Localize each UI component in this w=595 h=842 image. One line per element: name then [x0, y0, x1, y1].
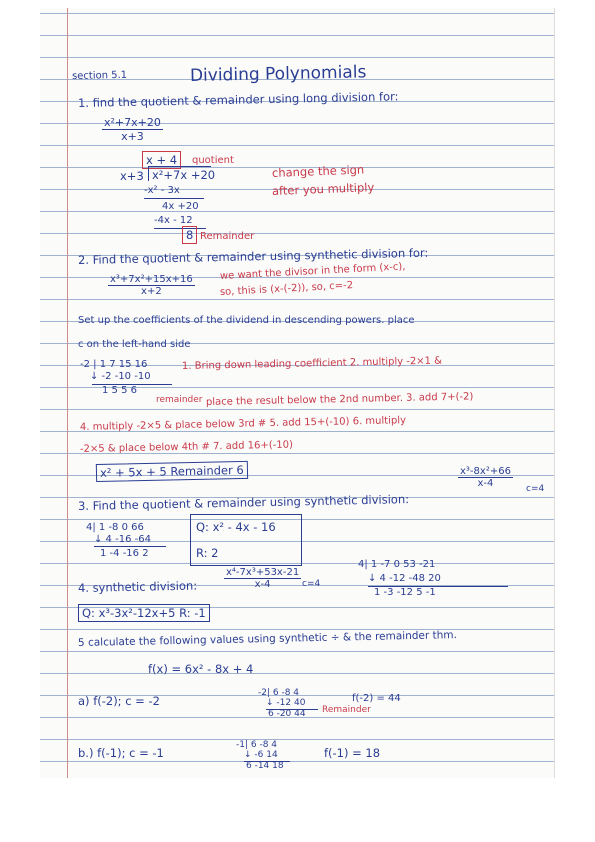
- problem-3-synthetic-row-1: 4| 1 -8 0 66: [86, 522, 144, 533]
- steps-line-1: 1. Bring down leading coefficient 2. multiply -2×1 &: [181, 355, 443, 372]
- problem-2-synthetic-row-1: -2 | 1 7 15 16: [80, 359, 148, 370]
- problem-5-instructions: 5 calculate the following values using synthetic ÷ & the remainder thm.: [77, 629, 458, 649]
- problem-2-answer: x² + 5x + 5 Remainder 6: [96, 465, 248, 480]
- problem-3-instructions: 3. Find the quotient & remainder using synthetic division:: [77, 492, 410, 513]
- problem-4-numerator: x⁴-7x³+53x-21: [226, 567, 300, 578]
- problem-3-c-value: c=4: [526, 484, 545, 494]
- remainder-note: Remainder: [200, 231, 255, 242]
- synthetic-line-3: [94, 546, 166, 547]
- problem-5-function: f(x) = 6x² - 8x + 4: [148, 662, 254, 676]
- part-a-label: a) f(-2); c = -2: [78, 694, 160, 708]
- problem-2-synthetic-row-2: ↓ -2 -10 -10: [90, 371, 151, 382]
- part-b-synthetic-row-2: ↓ -6 14: [244, 750, 278, 760]
- problem-3-denominator: x-4: [477, 478, 494, 489]
- setup-instructions-2: c on the left-hand side: [78, 339, 191, 350]
- problem-3-quotient: Q: x² - 4x - 16: [196, 520, 276, 534]
- problem-1-divisor: x+3: [120, 169, 144, 183]
- part-a-synthetic-row-2: ↓ -12 40: [266, 698, 306, 708]
- steps-line-2: place the result below the 2nd number. 3. add 7+(-2): [205, 391, 474, 408]
- problem-4-synthetic-row-2: ↓ 4 -12 -48 20: [368, 573, 441, 584]
- sign-note-line-2: after you multiply: [271, 180, 375, 198]
- page-edge: [554, 8, 555, 778]
- problem-1-denominator: x+3: [121, 130, 144, 143]
- page-title: Dividing Polynomials: [189, 62, 367, 86]
- problem-4-synthetic-row-3: 1 -3 -12 5 -1: [374, 587, 436, 598]
- long-division-step-2: 4x +20: [162, 201, 199, 212]
- problem-4-label: 4. synthetic division:: [77, 578, 198, 595]
- problem-2-denominator: x+2: [141, 286, 162, 297]
- section-label: section 5.1: [71, 69, 128, 82]
- remainder-tag: remainder: [156, 395, 203, 405]
- long-division-step-3: -4x - 12: [154, 215, 193, 226]
- part-b-synthetic-row-3: 6 -14 18: [246, 761, 284, 771]
- problem-4-fraction: [224, 567, 301, 590]
- part-a-remainder-note: Remainder: [322, 705, 371, 715]
- subtraction-line-2: [154, 228, 206, 229]
- problem-1-quotient: x + 4: [142, 155, 181, 167]
- problem-1-remainder: 8: [182, 230, 197, 242]
- problem-1-dividend: x²+7x +20: [152, 168, 216, 182]
- sign-note-line-1: change the sign: [271, 162, 365, 180]
- long-division-step-1: -x² - 3x: [144, 185, 180, 196]
- problem-1-instructions: 1. find the quotient & remainder using long division for:: [77, 89, 399, 110]
- steps-line-3: 4. multiply -2×5 & place below 3rd # 5. add 15+(-10) 6. multiply: [79, 415, 407, 433]
- divisor-form-note-1: we want the divisor in the form (x-c),: [219, 261, 406, 282]
- part-a-synthetic-row-1: -2| 6 -8 4: [258, 688, 300, 698]
- divisor-form-note-2: so, this is (x-(-2)), so, c=-2: [219, 280, 354, 298]
- problem-2-fraction: [108, 274, 195, 297]
- problem-3-fraction: [458, 466, 513, 489]
- subtraction-line-1: [144, 198, 204, 199]
- problem-4-denominator: x-4: [254, 579, 271, 590]
- problem-3-numerator: x³-8x²+66: [460, 466, 511, 477]
- part-a-result: f(-2) = 44: [352, 693, 401, 704]
- problem-4-answer: Q: x³-3x²-12x+5 R: -1: [78, 608, 210, 620]
- problem-3-synthetic-row-3: 1 -4 -16 2: [100, 548, 149, 559]
- problem-4-c-value: c=4: [302, 579, 321, 589]
- steps-line-4: -2×5 & place below 4th # 7. add 16+(-10): [79, 439, 294, 455]
- margin-line: [67, 8, 68, 778]
- problem-1-numerator: x²+7x+20: [104, 116, 161, 129]
- part-a-synthetic-row-3: 6 -20 44: [268, 709, 306, 719]
- problem-3-synthetic-row-2: ↓ 4 -16 -64: [94, 534, 151, 545]
- quotient-note: quotient: [192, 155, 234, 166]
- notebook-page: [40, 8, 555, 778]
- problem-2-synthetic-row-3: 1 5 5 6: [102, 385, 137, 396]
- setup-instructions-1: Set up the coefficients of the dividend in descending powers. place: [78, 315, 415, 326]
- problem-3-remainder: R: 2: [196, 546, 219, 560]
- problem-1-fraction: [102, 116, 163, 143]
- part-b-label: b.) f(-1); c = -1: [78, 746, 164, 760]
- part-b-synthetic-row-1: -1| 6 -8 4: [236, 740, 278, 750]
- problem-2-numerator: x³+7x²+15x+16: [110, 274, 193, 285]
- problem-4-synthetic-row-1: 4| 1 -7 0 53 -21: [358, 559, 436, 570]
- problem-2-instructions: 2. Find the quotient & remainder using synthetic division for:: [77, 245, 429, 267]
- part-b-result: f(-1) = 18: [324, 746, 381, 760]
